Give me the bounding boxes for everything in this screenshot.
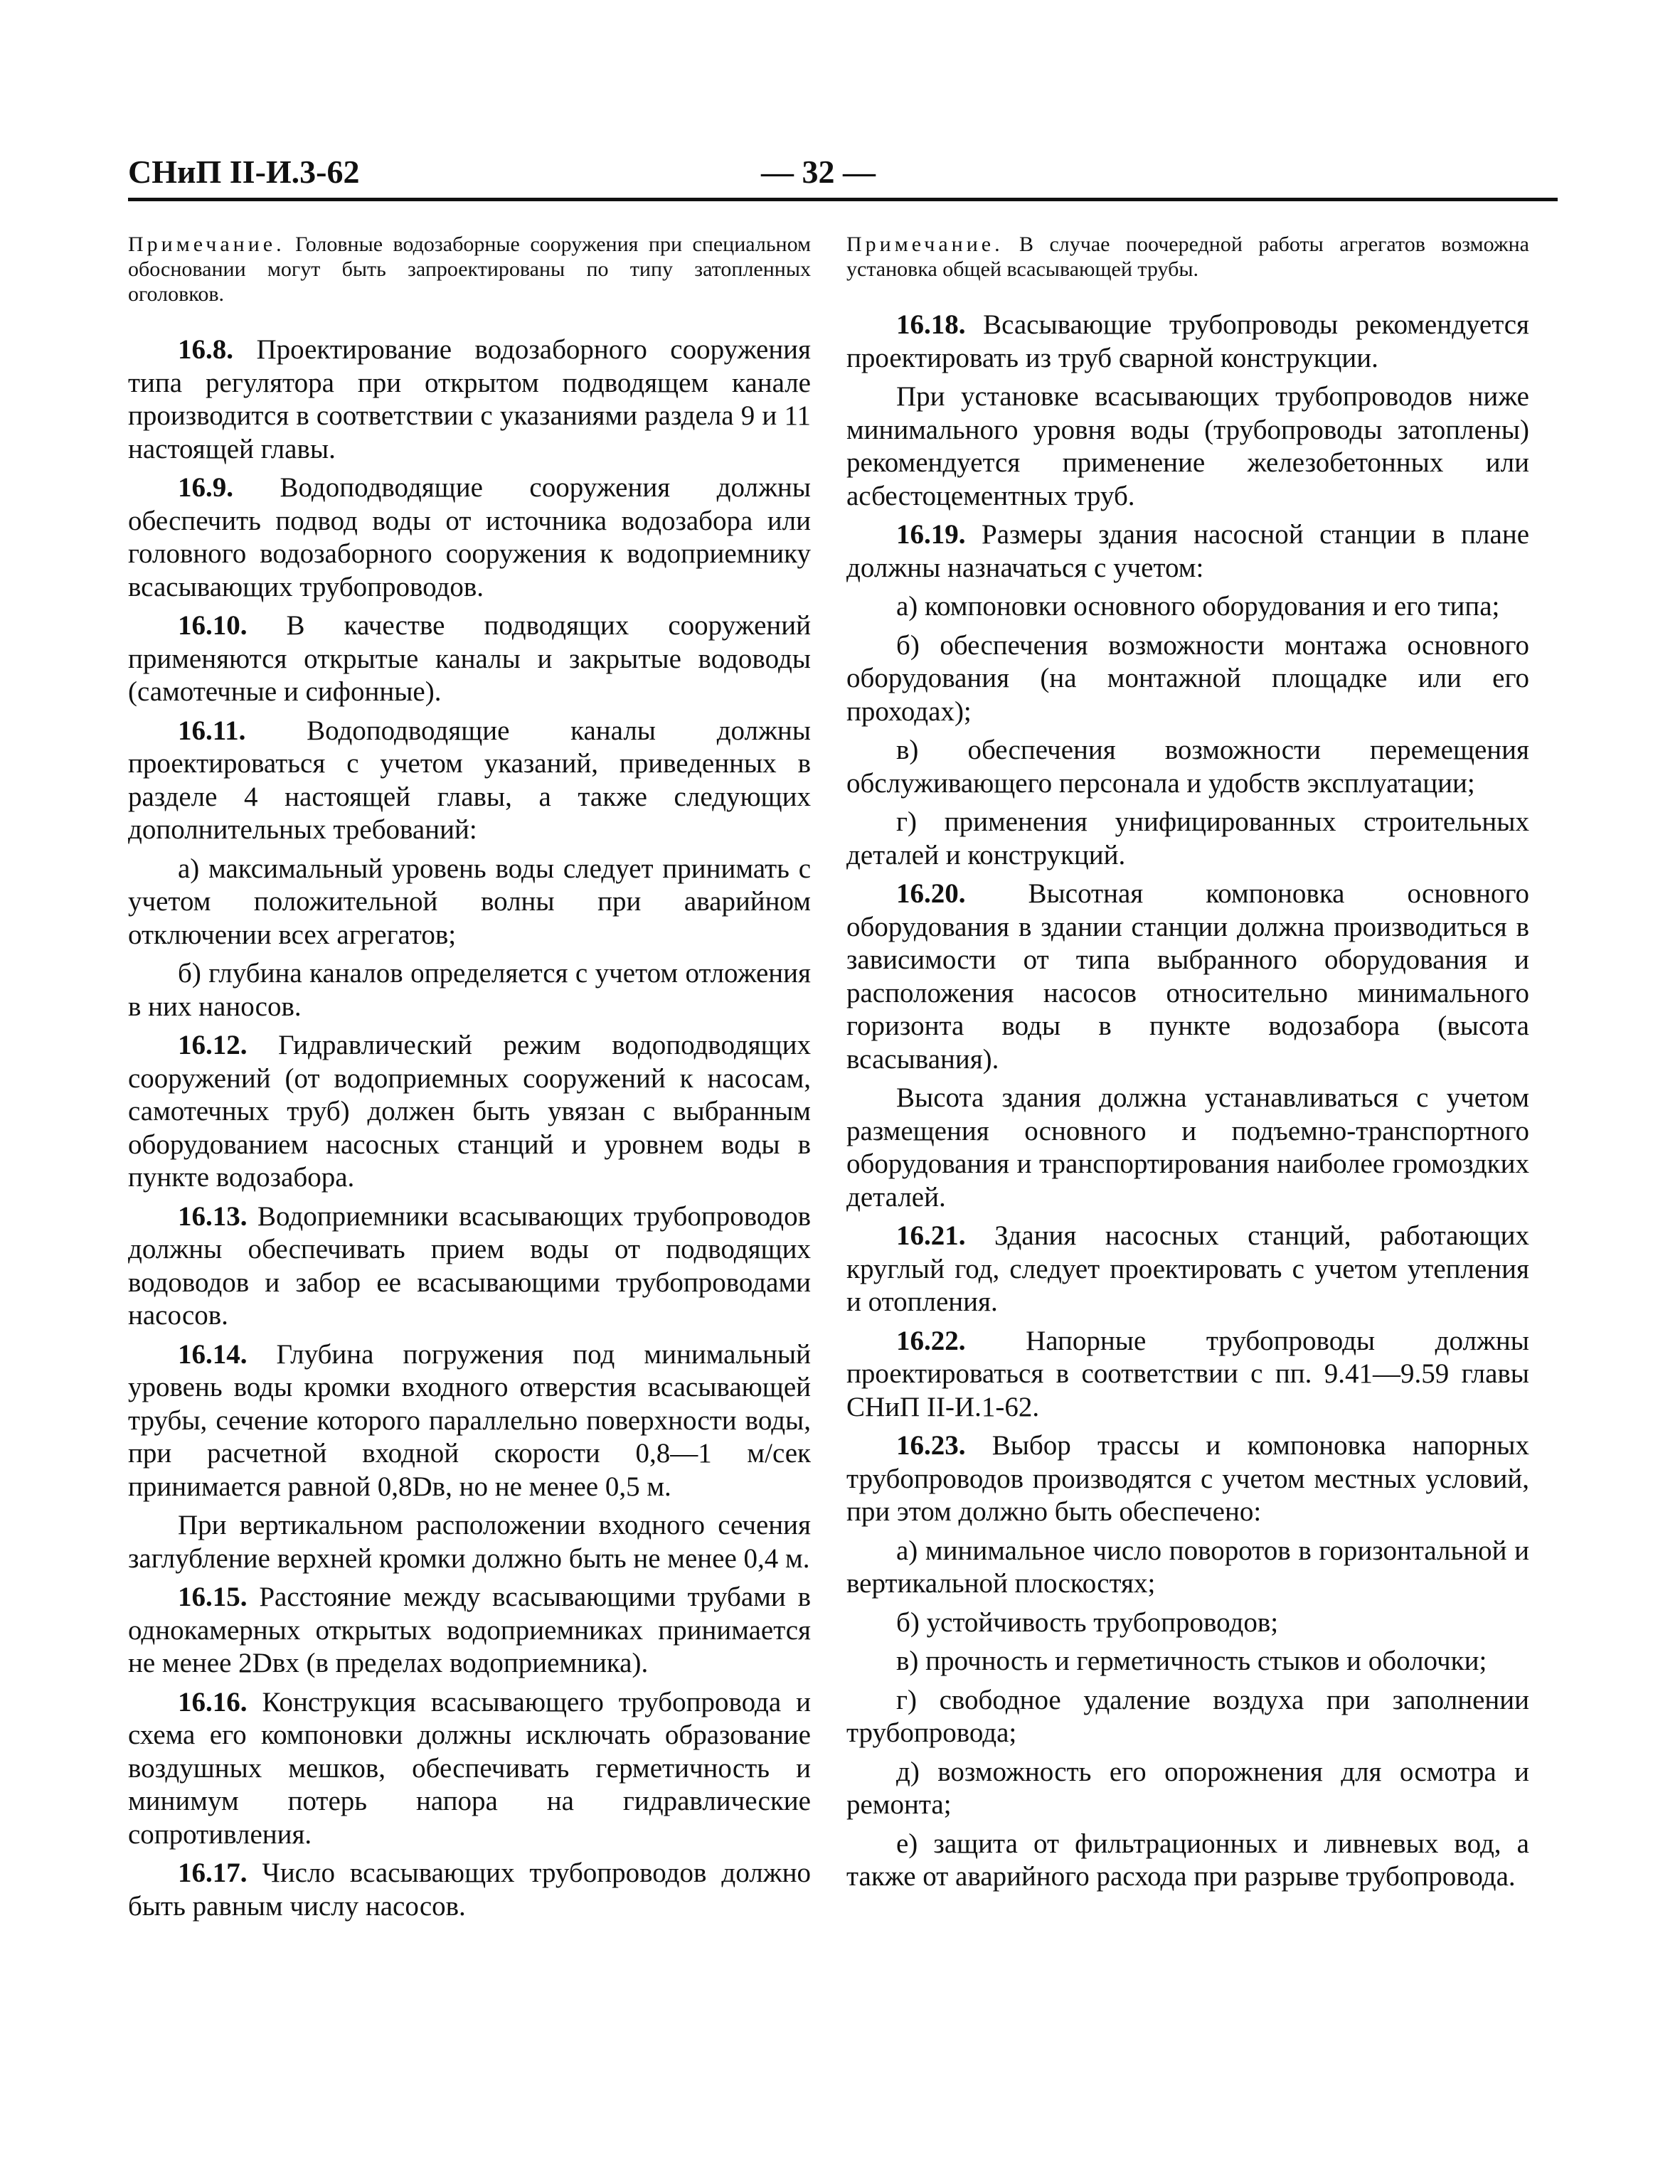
clause-number: 16.16. [178, 1686, 248, 1717]
clause-text: Размеры здания насосной станции в плане должны назначаться с учетом: [846, 519, 1530, 583]
clause-number: 16.8. [178, 334, 233, 365]
list-item: г) применения унифицированных строительных деталей и конструкций. [846, 806, 1529, 870]
right-column [846, 232, 1529, 1900]
clause-number: 16.23. [896, 1430, 966, 1461]
list-item: б) устойчивость трубопроводов; [896, 1607, 1279, 1638]
paragraph-16-12 [128, 1029, 811, 1195]
clause-number: 16.20. [896, 878, 966, 909]
paragraph-16-23 [846, 1429, 1529, 1529]
list-item: а) минимальное число поворотов в горизонтальной и вертикальной плоскостях; [846, 1535, 1529, 1599]
clause-text: Водоподводящие сооружения должны обеспечить подвод воды от источника водозабора или головного водозаборного сооружения к водоприемнику всасывающих трубопроводов. [128, 472, 811, 602]
paragraph-16-15 [128, 1581, 811, 1680]
clause-number: 16.17. [178, 1858, 248, 1888]
clause-number: 16.11. [178, 715, 246, 746]
paragraph-16-11 [128, 715, 811, 847]
clause-number: 16.10. [178, 610, 248, 641]
clause-text: Высотная компоновка основного оборудования в здании станции должна производиться в зависимости от типа выбранного оборудования и расположения насосов относительно минимального горизонта воды в пункте водозабора (высота всасывания). [846, 878, 1529, 1075]
paragraph-16-18 [846, 309, 1529, 375]
clause-text: Водоприемники всасывающих трубопроводов должны обеспечивать прием воды от подводящих водоводов и забор ее всасывающими трубопроводами насосов. [128, 1200, 811, 1331]
list-item: в) прочность и герметичность стыков и оболочки; [896, 1646, 1487, 1676]
left-note [128, 232, 811, 307]
document-code: СНиП II-И.3-62 [128, 154, 360, 190]
list-item: а) компоновки основного оборудования и его типа; [896, 591, 1500, 622]
clause-number: 16.21. [896, 1220, 966, 1251]
list-item: б) глубина каналов определяется с учетом отложения в них наносов. [128, 958, 811, 1022]
clause-text: Напорные трубопроводы должны проектироваться в соответствии с пп. 9.41—9.59 главы СНиП II-И.1-62. [846, 1325, 1529, 1422]
paragraph-16-22 [846, 1325, 1529, 1424]
paragraph-16-19 [846, 518, 1529, 585]
clause-text: Расстояние между всасывающими трубами в однокамерных открытых водоприемниках принимается не менее 2Dвх (в пределах водоприемника). [128, 1582, 811, 1678]
clause-text: Здания насосных станций, работающих круглый год, следует проектировать с учетом утепления и отопления. [846, 1220, 1529, 1317]
paragraph-continuation: При установке всасывающих трубопроводов ниже минимального уровня воды (трубопроводы затоплены) рекомендуется применение железобетонных или асбестоцементных труб. [846, 381, 1529, 511]
clause-number: 16.22. [896, 1325, 966, 1356]
clause-text: Число всасывающих трубопроводов должно быть равным числу насосов. [128, 1858, 811, 1922]
list-item: г) свободное удаление воздуха при заполнении трубопровода; [846, 1684, 1529, 1748]
list-item: а) максимальный уровень воды следует принимать с учетом положительной волны при аварийном отключении всех агрегатов; [128, 853, 811, 950]
paragraph-16-9 [128, 472, 811, 604]
left-column [128, 232, 811, 1929]
clause-number: 16.12. [178, 1030, 248, 1060]
page-number: — 32 — [761, 154, 876, 190]
list-item: в) обеспечения возможности перемещения обслуживающего персонала и удобств эксплуатации; [846, 735, 1529, 799]
note-text: Головные водозаборные сооружения при специальном обосновании могут быть запроектированы по типу затопленных оголовков. [128, 233, 811, 306]
paragraph-16-8 [128, 334, 811, 466]
list-item: е) защита от фильтрационных и ливневых вод, а также от аварийного расхода при разрыве трубопровода. [846, 1828, 1529, 1892]
paragraph-16-21 [846, 1220, 1529, 1319]
paragraph-16-16 [128, 1686, 811, 1852]
note-label: Примечание. [846, 233, 1004, 256]
clause-number: 16.14. [178, 1338, 248, 1370]
list-item: д) возможность его опорожнения для осмотра и ремонта; [846, 1756, 1529, 1820]
clause-text: Глубина погружения под минимальный уровень воды кромки входного отверстия всасывающей трубы, сечение которого параллельно поверхности воды, при расчетной входной скорости 0,8—1 м/сек принимается равной 0,8Dв, но не менее 0,5 м. [128, 1338, 811, 1502]
clause-number: 16.19. [896, 519, 966, 550]
paragraph-continuation: Высота здания должна устанавливаться с учетом размещения основного и подъемно-транспортного оборудования и транспортирования наиболее громоздких деталей. [846, 1082, 1529, 1213]
clause-text: Проектирование водозаборного сооружения типа регулятора при открытом подводящем канале производится в соответствии с указаниями раздела 9 и 11 настоящей главы. [128, 334, 811, 464]
clause-number: 16.9. [178, 472, 233, 503]
page-header [128, 153, 1558, 203]
note-text: В случае поочередной работы агрегатов возможна установка общей всасывающей трубы. [846, 233, 1530, 281]
clause-number: 16.18. [896, 309, 966, 340]
paragraph-continuation: При вертикальном расположении входного сечения заглубление верхней кромки должно быть не менее 0,4 м. [128, 1510, 811, 1574]
clause-text: Выбор трассы и компоновка напорных трубопроводов производятся с учетом местных условий, при этом должно быть обеспечено: [846, 1430, 1529, 1527]
clause-text: Конструкция всасывающего трубопровода и схема его компоновки должны исключать образование воздушных мешков, обеспечивать герметичность и минимум потерь напора на гидравлические сопротивления. [128, 1686, 811, 1850]
paragraph-16-13 [128, 1200, 811, 1333]
clause-number: 16.13. [178, 1200, 248, 1232]
list-item: б) обеспечения возможности монтажа основного оборудования (на монтажной площадке или его проходах); [846, 629, 1529, 727]
paragraph-16-17 [128, 1857, 811, 1923]
paragraph-16-20 [846, 878, 1529, 1076]
clause-number: 16.15. [178, 1582, 248, 1612]
clause-text: Водоподводящие каналы должны проектироваться с учетом указаний, приведенных в разделе 4 настоящей главы, а также следующих дополнительных требований: [128, 715, 812, 845]
header-rule [128, 198, 1558, 201]
right-note [846, 232, 1529, 282]
paragraph-16-14 [128, 1338, 811, 1504]
clause-text: В качестве подводящих сооружений применяются открытые каналы и закрытые водоводы (самотечные и сифонные). [128, 610, 811, 707]
clause-text: Всасывающие трубопроводы рекомендуется проектировать из труб сварной конструкции. [846, 309, 1529, 373]
paragraph-16-10 [128, 609, 811, 709]
clause-text: Гидравлический режим водоподводящих сооружений (от водоприемных сооружений к насосам, самотечных труб) должен быть увязан с выбранным оборудованием насосных станций и уровнем воды в пункте водозабора. [128, 1030, 812, 1193]
note-label: Примечание. [128, 233, 285, 256]
